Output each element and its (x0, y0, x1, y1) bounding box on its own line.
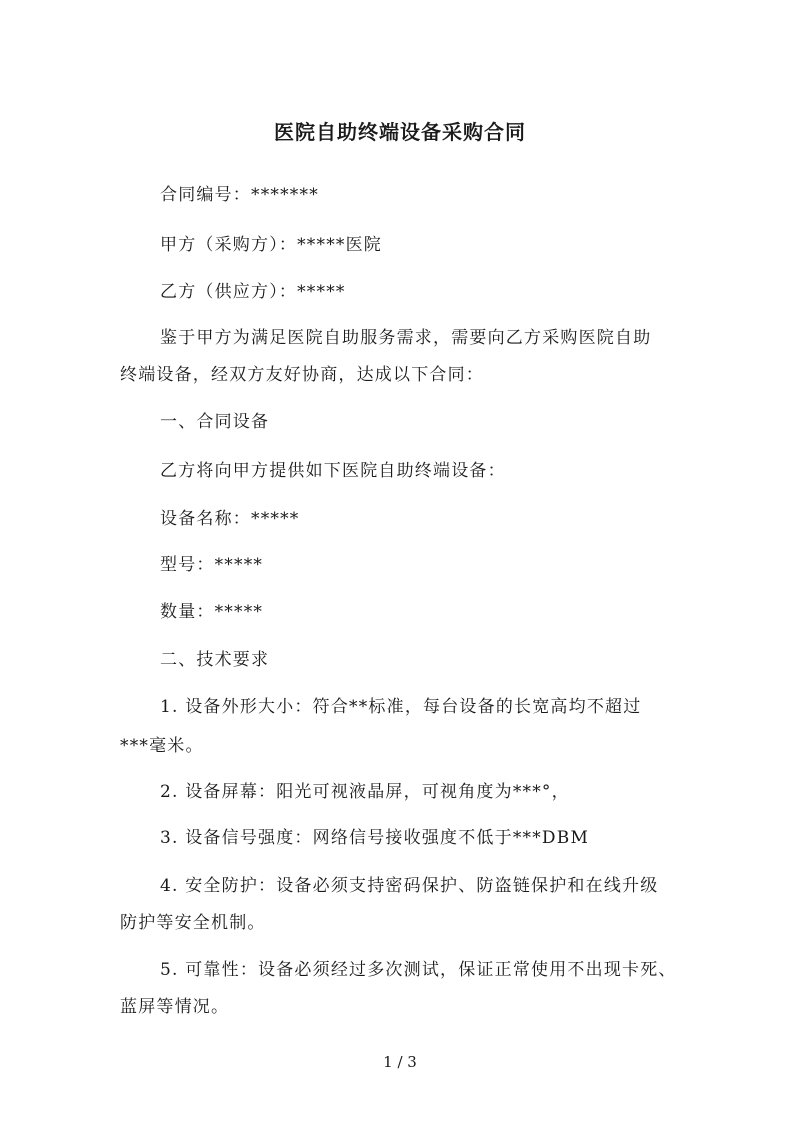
preamble-line-1: 鉴于甲方为满足医院自助服务需求，需要向乙方采购医院自助 (160, 328, 652, 348)
preamble-line-2: 终端设备，经双方友好协商，达成以下合同： (120, 365, 484, 385)
contract-number: 合同编号：******* (160, 185, 319, 205)
requirement-3: 3. 设备信号强度：网络信号接收强度不低于***DBM (160, 828, 590, 848)
requirement-2: 2. 设备屏幕：阳光可视液晶屏，可视角度为***°， (160, 782, 570, 802)
requirement-4-line-2: 防护等安全机制。 (120, 913, 266, 933)
section-2-heading: 二、技术要求 (160, 650, 270, 670)
document-title: 医院自助终端设备采购合同 (274, 120, 526, 144)
requirement-5-line-1: 5. 可靠性：设备必须经过多次测试，保证正常使用不出现卡死、 (160, 960, 677, 980)
party-a: 甲方（采购方）：*****医院 (160, 235, 382, 255)
device-name: 设备名称：***** (160, 509, 300, 529)
device-model: 型号：***** (160, 555, 264, 575)
requirement-5-line-2: 蓝屏等情况。 (120, 997, 230, 1017)
party-b: 乙方（供应方）：***** (160, 282, 346, 302)
section-1-intro: 乙方将向甲方提供如下医院自助终端设备： (160, 461, 506, 481)
requirement-1-line-1: 1. 设备外形大小：符合**标准，每台设备的长宽高均不超过 (160, 697, 642, 717)
requirement-1-line-2: ***毫米。 (120, 736, 204, 756)
section-1-heading: 一、合同设备 (160, 412, 270, 432)
requirement-4-line-1: 4. 安全防护：设备必须支持密码保护、防盗链保护和在线升级 (160, 876, 659, 896)
page-indicator: 1 / 3 (383, 1053, 417, 1071)
device-quantity: 数量：***** (160, 602, 264, 622)
